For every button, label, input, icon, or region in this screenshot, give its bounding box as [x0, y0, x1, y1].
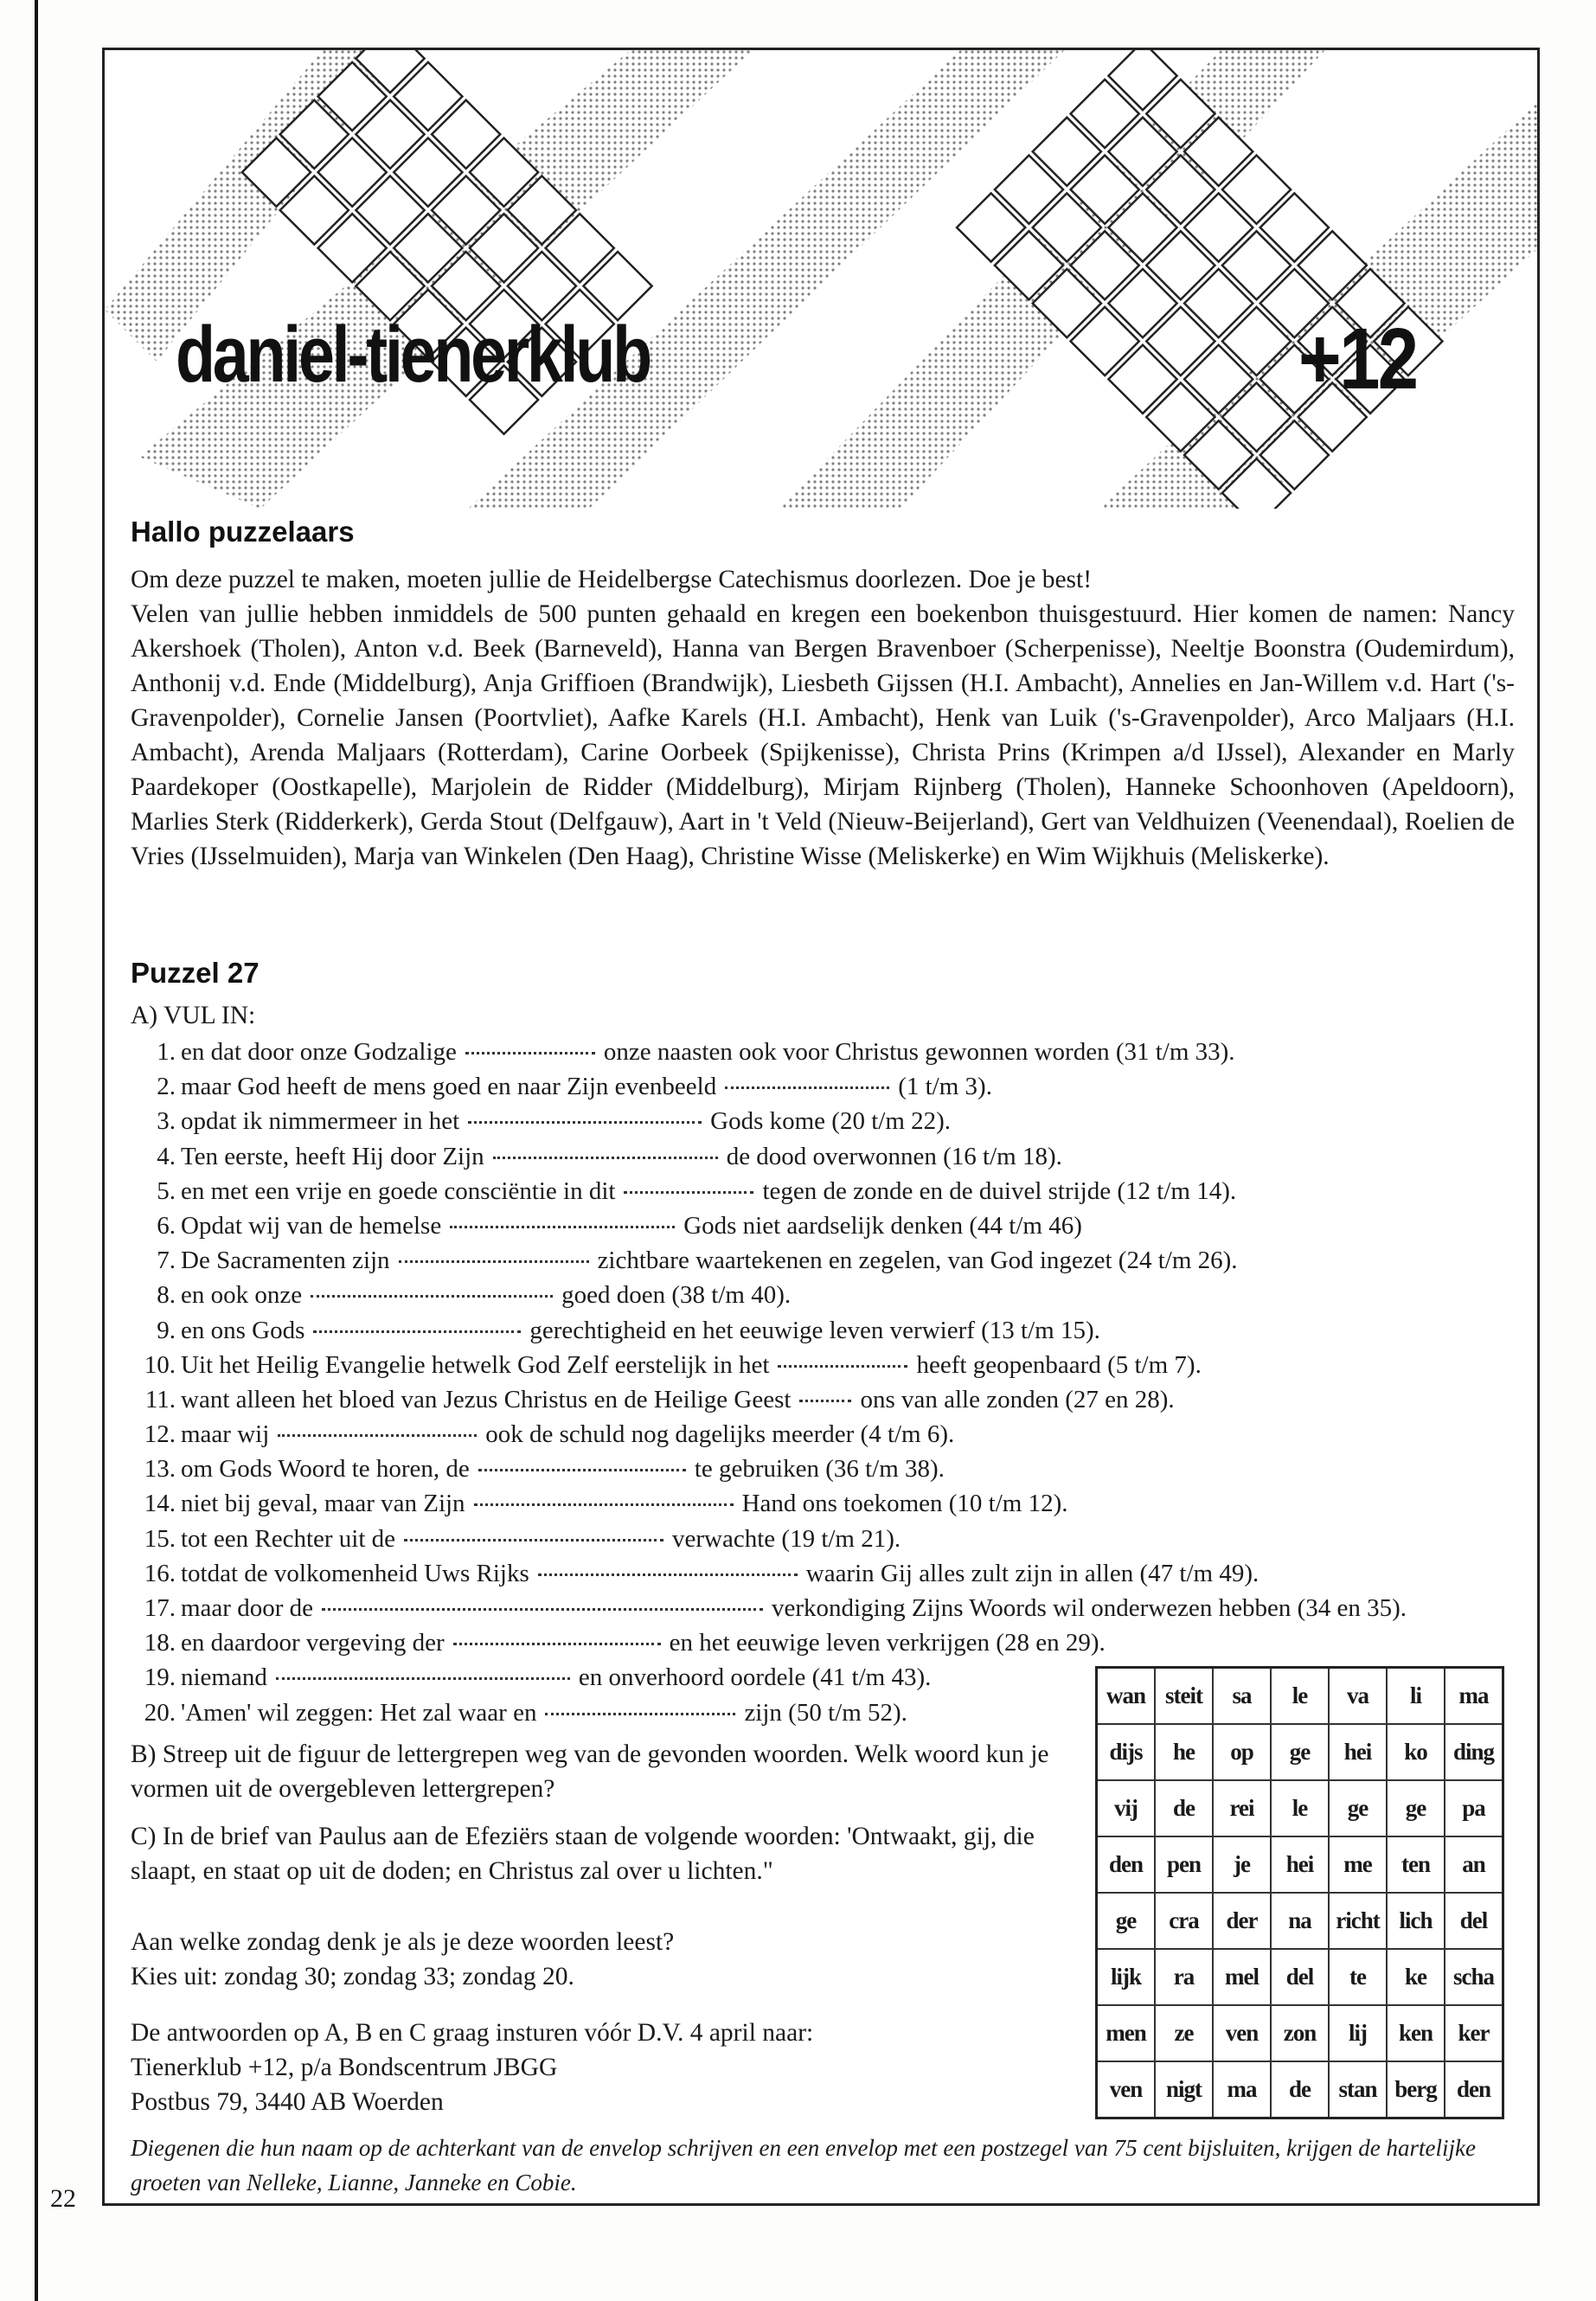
clue-item — [131, 1522, 1523, 1556]
grid-cell: ge — [1387, 1780, 1445, 1836]
grid-cell: richt — [1329, 1893, 1387, 1949]
grid-cell: na — [1271, 1893, 1329, 1949]
answer-blank — [545, 1712, 735, 1715]
clue-number: 9. — [157, 1316, 176, 1344]
clue-text-before: opdat ik nimmermeer in het — [181, 1107, 460, 1136]
right-lattice — [957, 50, 1442, 509]
clue-number: 19. — [144, 1663, 176, 1692]
clue-text-after: ons van alle zonden (27 en 28). — [860, 1385, 1175, 1413]
grid-row — [1097, 1893, 1503, 1949]
intro-line: Om deze puzzel te maken, moeten jullie de Heidelbergse Catechismus doorlezen. Doe je best! — [131, 566, 1093, 593]
answer-blank — [624, 1190, 753, 1194]
grid-cell: ge — [1097, 1893, 1156, 1949]
grid-row — [1097, 2061, 1503, 2118]
clue-text-after: (1 t/m 3). — [898, 1073, 992, 1101]
grid-cell: va — [1329, 1668, 1387, 1725]
clue-text-before: tot een Rechter uit de — [181, 1524, 396, 1553]
clue-text-after: en het eeuwige leven verkrijgen (28 en 29). — [669, 1629, 1106, 1657]
clue-number: 2. — [157, 1073, 176, 1101]
clue-text-before: en ons Gods — [181, 1316, 305, 1344]
clue-text-before: 'Amen' wil zeggen: Het zal waar en — [181, 1698, 537, 1727]
grid-cell: ma — [1445, 1668, 1503, 1725]
grid-cell: de — [1271, 2061, 1329, 2118]
clue-text-after: Gods kome (20 t/m 22). — [710, 1107, 952, 1136]
clue-item — [131, 1348, 1523, 1382]
answer-blank — [799, 1399, 851, 1402]
grid-cell: lij — [1329, 2005, 1387, 2061]
clue-item — [131, 1139, 1523, 1174]
clue-text-after: tegen de zonde en de duivel strijde (12 t/m 14). — [762, 1176, 1237, 1205]
clue-number: 12. — [144, 1420, 176, 1449]
answer-blank — [404, 1538, 663, 1541]
answer-blank — [453, 1642, 661, 1645]
grid-cell: den — [1445, 2061, 1503, 2118]
clue-number: 14. — [144, 1490, 176, 1518]
grid-cell: vij — [1097, 1780, 1156, 1836]
clue-text-after: Gods niet aardselijk denken (44 t/m 46) — [683, 1211, 1082, 1240]
syllable-grid — [1095, 1666, 1504, 2119]
clue-item — [131, 1174, 1523, 1208]
section-b-text: B) Streep uit de figuur de lettergrepen weg van de gevonden woorden. Welk woord kun je vormen uit de overgebleven lettergrepen? — [131, 1740, 1049, 1803]
grid-cell: mel — [1213, 1949, 1271, 2005]
puzzle-heading: Puzzel 27 — [131, 957, 260, 989]
grid-cell: sa — [1213, 1668, 1271, 1725]
grid-cell: an — [1445, 1836, 1503, 1893]
clue-number: 3. — [157, 1107, 176, 1136]
clue-text-before: maar wij — [181, 1420, 270, 1449]
clue-number: 7. — [157, 1247, 176, 1275]
clue-number: 10. — [144, 1350, 176, 1379]
grid-cell: scha — [1445, 1949, 1503, 2005]
clue-number: 6. — [157, 1211, 176, 1240]
clue-number: 16. — [144, 1559, 176, 1587]
clue-item — [131, 1278, 1523, 1312]
section-c-quote: C) In de brief van Paulus aan de Efeziërs staan de volgende woorden: 'Ontwaakt, gij, die slaapt, en staat op uit de doden; en Christus zal over u lichten." — [131, 1823, 1035, 1885]
clue-text-before: Opdat wij van de hemelse — [181, 1211, 442, 1240]
clue-text-after: zijn (50 t/m 52). — [744, 1698, 907, 1727]
answer-blank — [538, 1573, 798, 1576]
clue-text-after: onze naasten ook voor Christus gewonnen worden (31 t/m 33). — [603, 1038, 1235, 1066]
answer-blank — [778, 1364, 907, 1368]
header-banner — [105, 50, 1537, 509]
answer-blank — [278, 1433, 477, 1437]
intro-heading: Hallo puzzelaars — [131, 516, 355, 548]
answer-blank — [276, 1676, 570, 1680]
grid-cell: berg — [1387, 2061, 1445, 2118]
clue-item — [131, 1591, 1523, 1625]
clue-item — [131, 1104, 1523, 1138]
page-number: 22 — [50, 2184, 76, 2213]
club-title: daniel-tienerklub — [176, 311, 650, 399]
answer-blank — [465, 1051, 595, 1054]
grid-cell: hei — [1329, 1724, 1387, 1780]
clue-item — [131, 1313, 1523, 1348]
clue-number: 15. — [144, 1524, 176, 1553]
grid-cell: wan — [1097, 1668, 1156, 1725]
grid-cell: nigt — [1155, 2061, 1213, 2118]
grid-cell: ken — [1387, 2005, 1445, 2061]
clue-text-after: verkondiging Zijns Woords wil onderwezen hebben (34 en 35). — [772, 1594, 1407, 1622]
grid-row — [1097, 1836, 1503, 1893]
grid-cell: ze — [1155, 2005, 1213, 2061]
grid-cell: men — [1097, 2005, 1156, 2061]
grid-cell: li — [1387, 1668, 1445, 1725]
clue-item — [131, 1208, 1523, 1243]
grid-cell: hei — [1271, 1836, 1329, 1893]
grid-cell: le — [1271, 1668, 1329, 1725]
grid-cell: dijs — [1097, 1724, 1156, 1780]
clue-text-before: Uit het Heilig Evangelie hetwelk God Zelf eerstelijk in het — [181, 1350, 770, 1379]
clue-item — [131, 1625, 1523, 1660]
clue-text-after: en onverhoord oordele (41 t/m 43). — [578, 1663, 932, 1692]
answer-blank — [478, 1468, 686, 1471]
grid-cell: stan — [1329, 2061, 1387, 2118]
answer-blank — [725, 1086, 889, 1089]
grid-cell: ven — [1213, 2005, 1271, 2061]
clue-text-before: niet bij geval, maar van Zijn — [181, 1490, 465, 1518]
answer-blank — [313, 1330, 521, 1333]
grid-cell: op — [1213, 1724, 1271, 1780]
page-edge-bar — [35, 0, 38, 2301]
clue-text-before: De Sacramenten zijn — [181, 1247, 390, 1275]
clue-number: 5. — [157, 1176, 176, 1205]
footer-note: Diegenen die hun naam op de achterkant van de envelop schrijven en een envelop met een postzegel van 75 cent bijsluiten, krijgen de hartelijke groeten van Nelleke, Lianne, Janneke en Cobie. — [131, 2135, 1476, 2195]
clue-text-before: niemand — [181, 1663, 267, 1692]
clue-text-before: en dat door onze Godzalige — [181, 1038, 457, 1066]
grid-cell: de — [1155, 1780, 1213, 1836]
clue-text-after: zichtbare waartekenen en zegelen, van God ingezet (24 t/m 26). — [597, 1247, 1238, 1275]
grid-row — [1097, 1724, 1503, 1780]
section-c-choices: Kies uit: zondag 30; zondag 33; zondag 20. — [131, 1963, 574, 1990]
grid-cell: ko — [1387, 1724, 1445, 1780]
clue-text-before: om Gods Woord te horen, de — [181, 1455, 470, 1484]
grid-cell: lijk — [1097, 1949, 1156, 2005]
grid-cell: le — [1271, 1780, 1329, 1836]
grid-cell: he — [1155, 1724, 1213, 1780]
answer-blank — [468, 1120, 702, 1124]
clue-number: 20. — [144, 1698, 176, 1727]
clue-number: 4. — [157, 1142, 176, 1170]
grid-cell: zon — [1271, 2005, 1329, 2061]
submission-instructions: De antwoorden op A, B en C graag insturen vóór D.V. 4 april naar: — [131, 2019, 814, 2047]
clue-text-before: want alleen het bloed van Jezus Christus en de Heilige Geest — [181, 1385, 792, 1413]
answer-blank — [493, 1156, 718, 1159]
clue-text-after: ook de schuld nog dagelijks meerder (4 t/m 6). — [485, 1420, 955, 1449]
grid-cell: je — [1213, 1836, 1271, 1893]
answer-blank — [399, 1259, 589, 1263]
clue-text-before: en daardoor vergeving der — [181, 1629, 445, 1657]
submission-address-line2: Postbus 79, 3440 AB Woerden — [131, 2088, 444, 2116]
grid-cell: del — [1445, 1893, 1503, 1949]
clue-item — [131, 1452, 1523, 1486]
answer-blank — [322, 1607, 763, 1611]
grid-cell: me — [1329, 1836, 1387, 1893]
submission-address-line1: Tienerklub +12, p/a Bondscentrum JBGG — [131, 2054, 558, 2081]
grid-cell: ding — [1445, 1724, 1503, 1780]
clue-text-before: totdat de volkomenheid Uws Rijks — [181, 1559, 529, 1587]
clue-item — [131, 1486, 1523, 1521]
grid-row — [1097, 1780, 1503, 1836]
clue-text-before: Ten eerste, heeft Hij door Zijn — [181, 1142, 484, 1170]
answer-blank — [474, 1503, 734, 1506]
grid-cell: pen — [1155, 1836, 1213, 1893]
grid-cell: steit — [1155, 1668, 1213, 1725]
grid-cell: ra — [1155, 1949, 1213, 2005]
clue-item — [131, 1243, 1523, 1278]
grid-cell: der — [1213, 1893, 1271, 1949]
grid-row — [1097, 2005, 1503, 2061]
age-badge: +12 — [1298, 311, 1417, 407]
clue-text-before: en met een vrije en goede consciëntie in dit — [181, 1176, 616, 1205]
grid-cell: lich — [1387, 1893, 1445, 1949]
grid-cell: pa — [1445, 1780, 1503, 1836]
clue-number: 11. — [144, 1385, 176, 1413]
clue-text-after: verwachte (19 t/m 21). — [672, 1524, 901, 1553]
clue-number: 18. — [144, 1629, 176, 1657]
grid-row — [1097, 1668, 1503, 1725]
clue-text-before: maar God heeft de mens goed en naar Zijn evenbeeld — [181, 1073, 717, 1101]
section-a-label: A) VUL IN: — [131, 1002, 256, 1029]
clue-text-after: heeft geopenbaard (5 t/m 7). — [916, 1350, 1202, 1379]
clue-number: 1. — [157, 1038, 176, 1066]
clue-item — [131, 1417, 1523, 1452]
clue-item — [131, 1382, 1523, 1417]
clue-item — [131, 1035, 1523, 1069]
grid-cell: ma — [1213, 2061, 1271, 2118]
grid-cell: del — [1271, 1949, 1329, 2005]
clue-number: 17. — [144, 1594, 176, 1622]
clue-item — [131, 1556, 1523, 1591]
clue-number: 8. — [157, 1281, 176, 1310]
page-frame — [102, 48, 1540, 2206]
grid-cell: ge — [1329, 1780, 1387, 1836]
answer-blank — [450, 1225, 675, 1228]
clue-text-before: en ook onze — [181, 1281, 303, 1310]
crossword-decoration — [105, 50, 1537, 509]
clue-text-after: te gebruiken (36 t/m 38). — [694, 1455, 945, 1484]
grid-cell: den — [1097, 1836, 1156, 1893]
clue-text-after: Hand ons toekomen (10 t/m 12). — [741, 1490, 1068, 1518]
grid-cell: rei — [1213, 1780, 1271, 1836]
grid-cell: te — [1329, 1949, 1387, 2005]
grid-cell: ge — [1271, 1724, 1329, 1780]
clue-number: 13. — [144, 1455, 176, 1484]
answer-blank — [311, 1294, 553, 1298]
clue-text-after: de dood overwonnen (16 t/m 18). — [726, 1142, 1062, 1170]
section-c-question: Aan welke zondag denk je als je deze woorden leest? — [131, 1928, 675, 1956]
clue-item — [131, 1069, 1523, 1104]
clue-text-after: waarin Gij alles zult zijn in allen (47 t/m 49). — [805, 1559, 1259, 1587]
clue-text-after: goed doen (38 t/m 40). — [561, 1281, 792, 1310]
grid-row — [1097, 1949, 1503, 2005]
grid-cell: cra — [1155, 1893, 1213, 1949]
grid-cell: ker — [1445, 2005, 1503, 2061]
grid-cell: ke — [1387, 1949, 1445, 2005]
clue-text-after: gerechtigheid en het eeuwige leven verwierf (13 t/m 15). — [529, 1316, 1100, 1344]
grid-cell: ven — [1097, 2061, 1156, 2118]
clue-list — [131, 1035, 1523, 1730]
grid-cell: ten — [1387, 1836, 1445, 1893]
clue-text-before: maar door de — [181, 1594, 313, 1622]
intro-paragraph: Velen van jullie hebben inmiddels de 500 punten gehaald en kregen een boekenbon thuisgestuurd. Hier komen de namen: Nancy Akershoek (Tholen), Anton v.d. Beek (Barneveld), Hanna van Bergen Bravenboer (Scherpenisse), Neeltje Boonstra (Oudemirdum), Anthonij v.d. Ende (Middelburg), Anja Griffioen (Brandwijk), Liesbeth Gijssen (H.I. Ambacht), Annelies en Jan-Willem v.d. Hart ('s-Gravenpolder), Cornelie Jansen (Poortvliet), Aafke Karels (H.I. Ambacht), Henk van Luik ('s-Gravenpolder), Arco Maljaars (H.I. Ambacht), Arenda Maljaars (Rotterdam), Carine Oorbeek (Spijkenisse), Christa Prins (Krimpen a/d IJssel), Alexander en Marly Paardekoper (Oostkapelle), Marjolein de Ridder (Middelburg), Mirjam Rijnberg (Tholen), Hanneke Schoonhoven (Apeldoorn), Marlies Sterk (Ridderkerk), Gerda Stout (Delfgauw), Aart in 't Veld (Nieuw-Beijerland), Gert van Veldhuizen (Veenendaal), Roelien de Vries (IJsselmuiden), Marja van Winkelen (Den Haag), Christine Wisse (Meliskerke) en Wim Wijkhuis (Meliskerke). — [131, 600, 1515, 870]
